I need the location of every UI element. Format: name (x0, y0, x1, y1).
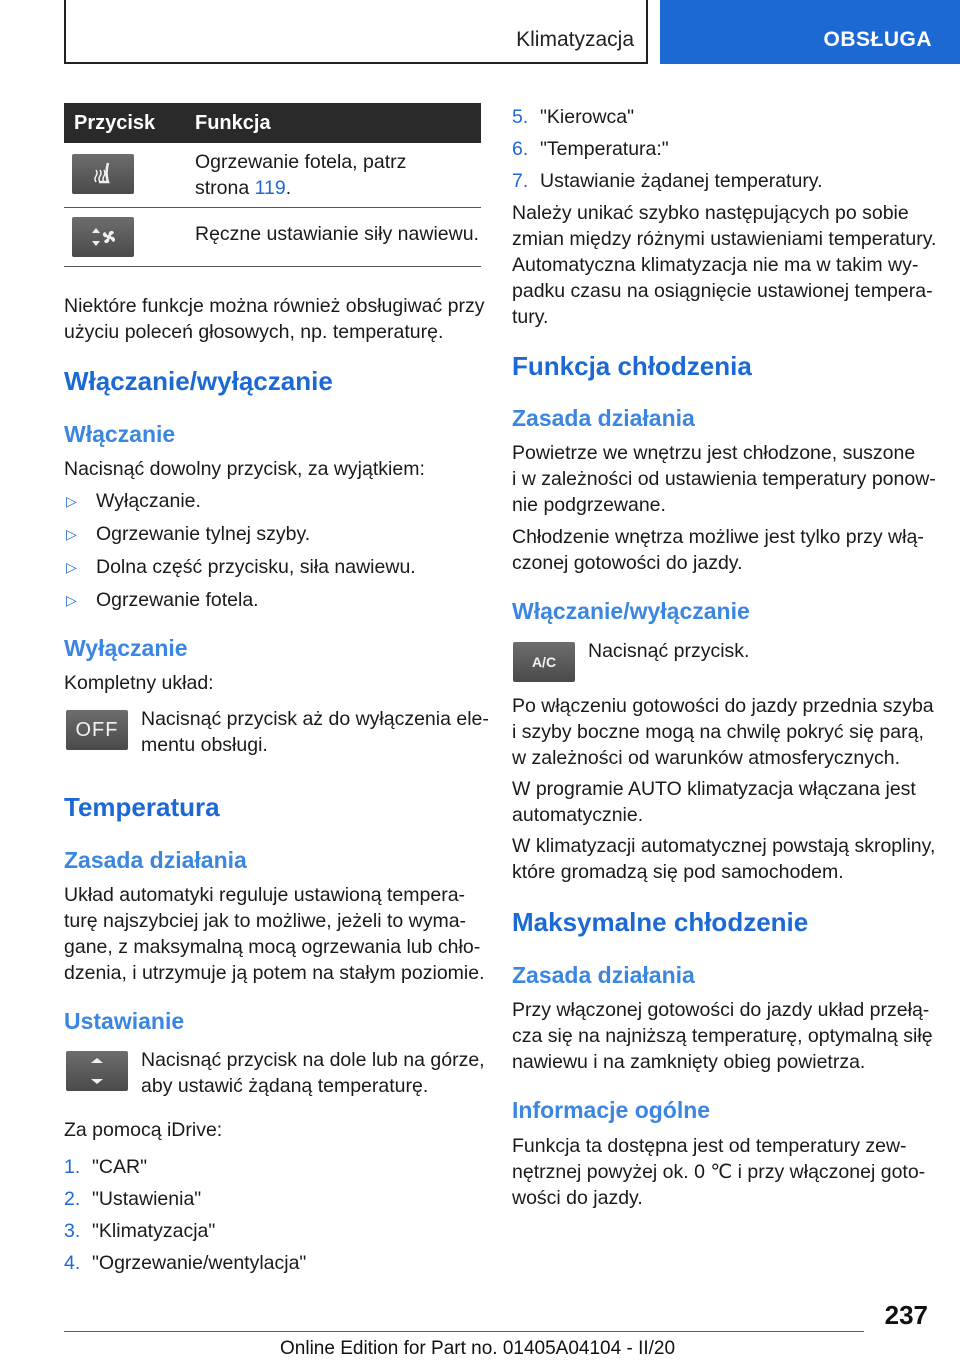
heading-principle: Zasada działania (64, 847, 247, 873)
list-item-text: Wyłączanie. (96, 490, 201, 512)
step-text: "Kierowca" (540, 106, 635, 128)
seat-heating-ref (195, 175, 480, 201)
ac-button-label: A/C (531, 654, 557, 670)
up-down-arrows-icon (66, 1051, 128, 1091)
step-number: 6. (512, 138, 529, 160)
principle-line-1: Układ automatyki reguluje ustawioną tempera- (64, 884, 466, 906)
table-cell-function (195, 149, 480, 201)
heading-setting: Ustawianie (64, 1008, 185, 1034)
button-function-table (64, 103, 481, 267)
off-button-label: OFF (75, 718, 119, 741)
heading-max-cooling: Maksymalne chłodzenie (512, 907, 809, 937)
principle-line-4: dzenia, i utrzymuje ją potem na stałym poziomie. (64, 962, 485, 984)
step-text: "Ustawienia" (92, 1188, 202, 1210)
fan-speed-button-image (72, 217, 134, 257)
step-number: 7. (512, 170, 529, 192)
triangle-bullet-icon: ▷ (66, 526, 77, 542)
heading-cooling-principle: Zasada działania (512, 405, 695, 431)
step-text: "Ogrzewanie/wentylacja" (92, 1252, 307, 1274)
list-item (512, 136, 669, 162)
heading-cooling: Funkcja chłodzenia (512, 351, 752, 381)
triangle-bullet-icon: ▷ (66, 559, 77, 575)
general-line-2: nętrznej powyżej ok. 0 ℃ i przy włączonej goto- (512, 1161, 926, 1183)
heading-temperature: Temperatura (64, 792, 220, 822)
triangle-bullet-icon: ▷ (66, 493, 77, 509)
principle-line-3: gane, z maksymalną mocą ogrzewania lub chło- (64, 936, 481, 958)
cool-principle-line-3: nie podgrzewane. (512, 494, 666, 516)
max-principle-line-3: nawiewu i na zamknięty obieg powietrza. (512, 1051, 866, 1073)
fan-speed-icon (72, 217, 134, 257)
list-item (64, 1154, 147, 1180)
intro-line-1: Niektóre funkcje można również obsługiwać przy (64, 295, 485, 317)
auto-line-2: automatycznie. (512, 804, 644, 826)
ac-button-image (513, 642, 575, 682)
header-chapter-title: OBSŁUGA (823, 28, 932, 51)
header-chapter-tab (660, 0, 960, 64)
header-section-title: Klimatyzacja (516, 28, 634, 51)
step-number: 1. (64, 1156, 81, 1178)
list-item (512, 168, 823, 194)
list-item-text: Ogrzewanie tylnej szyby. (96, 523, 311, 545)
off-text: Kompletny układ: (64, 672, 214, 694)
avoid-line-4: padku czasu na osiągnięcie ustawionej tempera- (512, 280, 933, 302)
idrive-text: Za pomocą iDrive: (64, 1119, 223, 1141)
fog-line-2: i szyby boczne mogą na chwilę pokryć się parą, (512, 721, 924, 743)
seat-heating-ref-label: strona (195, 177, 255, 199)
general-line-1: Funkcja ta dostępna jest od temperatury zew- (512, 1135, 907, 1157)
footer-edition: Online Edition for Part no. 01405A04104 - II/20 (280, 1338, 676, 1359)
table-row (64, 208, 481, 267)
avoid-line-3: Automatyczna klimatyzacja nie ma w takim wy- (512, 254, 919, 276)
on-text: Nacisnąć dowolny przycisk, za wyjątkiem: (64, 458, 425, 480)
off-desc-line-2: mentu obsługi. (141, 734, 268, 756)
list-item (64, 1250, 306, 1276)
heading-max-principle: Zasada działania (512, 962, 695, 988)
step-number: 5. (512, 106, 529, 128)
avoid-line-2: zmian między różnymi ustawieniami temperatury. (512, 228, 937, 250)
list-item (64, 1186, 201, 1212)
heading-onoff: Włączanie/wyłączanie (64, 366, 333, 396)
setting-desc-line-2: aby ustawić żądaną temperaturę. (141, 1075, 429, 1097)
seat-heating-text: Ogrzewanie fotela, patrz (195, 151, 407, 173)
step-text: "Temperatura:" (540, 138, 669, 160)
cool-ready-line-2: czonej gotowości do jazdy. (512, 552, 743, 574)
setting-desc-line-1: Nacisnąć przycisk na dole lub na górze, (141, 1049, 485, 1071)
table-row (64, 143, 481, 208)
avoid-line-5: tury. (512, 306, 549, 328)
cool-principle-line-2: i w zależności od ustawienia temperatury ponow- (512, 468, 936, 490)
seat-heating-ref-end: . (285, 177, 292, 199)
heading-off: Wyłączanie (64, 635, 188, 661)
auto-line-1: W programie AUTO klimatyzacja włączana jest (512, 778, 916, 800)
heading-general-info: Informacje ogólne (512, 1097, 711, 1123)
page-link-119[interactable]: 119 (254, 177, 286, 199)
step-number: 3. (64, 1220, 81, 1242)
step-text: Ustawianie żądanej temperatury. (540, 170, 823, 192)
cool-ready-line-1: Chłodzenie wnętrza możliwe jest tylko przy włą- (512, 526, 924, 548)
fog-line-3: w zależności od warunków atmosferycznych. (512, 747, 900, 769)
off-desc-line-1: Nacisnąć przycisk aż do wyłączenia ele- (141, 708, 489, 730)
triangle-bullet-icon: ▷ (66, 592, 77, 608)
page-number: 237 (884, 1300, 928, 1330)
heading-cooling-onoff: Włączanie/wyłączanie (512, 598, 750, 624)
max-principle-line-2: cza się na najniższą temperaturę, optymalną siłę (512, 1025, 933, 1047)
fog-line-1: Po włączeniu gotowości do jazdy przednia szyba (512, 695, 934, 717)
general-line-3: wości do jazdy. (512, 1187, 643, 1209)
avoid-line-1: Należy unikać szybko następujących po sobie (512, 202, 909, 224)
table-header-button: Przycisk (74, 112, 156, 134)
heading-on: Włączanie (64, 421, 176, 447)
list-item-text: Ogrzewanie fotela. (96, 589, 259, 611)
table-header (64, 103, 481, 143)
footer-divider (64, 1331, 864, 1332)
list-item (512, 104, 634, 130)
header-section-box (64, 0, 648, 64)
seat-heating-icon (72, 154, 134, 194)
ac-desc: Nacisnąć przycisk. (588, 640, 750, 662)
list-item (64, 1218, 215, 1244)
principle-line-2: turę najszybciej jak to możliwe, jeżeli to wyma- (64, 910, 467, 932)
condensate-line-2: które gromadzą się pod samochodem. (512, 861, 844, 883)
seat-heating-button-image (72, 154, 134, 194)
cool-principle-line-1: Powietrze we wnętrzu jest chłodzone, suszone (512, 442, 916, 464)
table-header-function: Funkcja (195, 112, 271, 134)
step-text: "CAR" (92, 1156, 148, 1178)
off-button-image (66, 710, 128, 750)
max-principle-line-1: Przy włączonej gotowości do jazdy układ przełą- (512, 999, 930, 1021)
table-cell-function: Ręczne ustawianie siły nawiewu. (195, 223, 479, 245)
intro-line-2: użyciu poleceń głosowych, np. temperaturę. (64, 321, 444, 343)
condensate-line-1: W klimatyzacji automatycznej powstają skropliny, (512, 835, 936, 857)
step-number: 4. (64, 1252, 81, 1274)
step-text: "Klimatyzacja" (92, 1220, 216, 1242)
temperature-up-down-button-image (66, 1051, 128, 1091)
step-number: 2. (64, 1188, 81, 1210)
list-item-text: Dolna część przycisku, siła nawiewu. (96, 556, 416, 578)
